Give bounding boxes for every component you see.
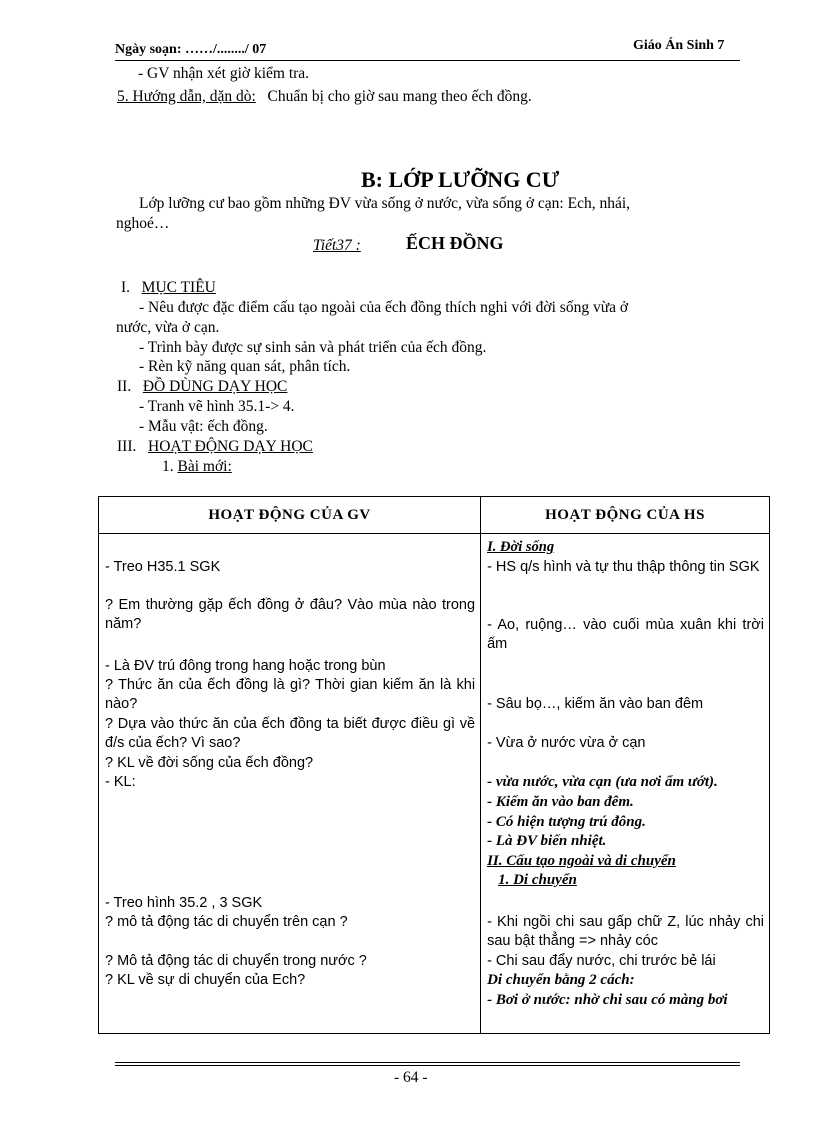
hs-item: - Sâu bọ…, kiếm ăn vào ban đêm bbox=[487, 696, 704, 712]
footer-rule-bottom bbox=[115, 1065, 740, 1066]
part3-title: HOẠT ĐỘNG DẠY HỌC bbox=[148, 438, 313, 455]
intro-line-1: - GV nhận xét giờ kiểm tra. bbox=[138, 65, 310, 82]
gv-item: ? Thức ăn của ếch đồng là gì? Thời gian kiếm ăn là khi nào? bbox=[105, 677, 476, 712]
intro-line-2 bbox=[117, 87, 532, 107]
part2-line-2: - Mẫu vật: ếch đồng. bbox=[139, 418, 268, 435]
section-title: B: LỚP LƯỠNG CƯ bbox=[361, 167, 560, 192]
footer-rule-top bbox=[115, 1062, 740, 1063]
part2-line-1: - Tranh vẽ hình 35.1-> 4. bbox=[139, 398, 295, 415]
gv-item: ? Dựa vào thức ăn của ếch đồng ta biết được điều gì về đ/s của ếch? Vì sao? bbox=[105, 716, 476, 751]
page-number: - 64 - bbox=[394, 1069, 428, 1086]
header-rule bbox=[115, 60, 740, 61]
hs-conclusion: - Kiếm ăn vào ban đêm. bbox=[487, 794, 634, 810]
hs-item: - Vừa ở nước vừa ở cạn bbox=[487, 735, 646, 751]
part2-num: II. bbox=[117, 378, 132, 395]
part1-line-4: - Rèn kỹ năng quan sát, phân tích. bbox=[139, 358, 351, 375]
part3-sub-title: Bài mới: bbox=[177, 458, 232, 475]
table-body-row bbox=[99, 534, 770, 1034]
part1-title: MỤC TIÊU bbox=[141, 279, 216, 296]
intro-guide-label: 5. Hướng dẫn, dặn dò: bbox=[117, 88, 256, 105]
gv-item: - Treo H35.1 SGK bbox=[105, 559, 221, 575]
hs-item: - Chi sau đẩy nước, chi trước bẻ lái bbox=[487, 953, 716, 969]
hs-section-heading: II. Cấu tạo ngoài và di chuyển bbox=[487, 853, 676, 869]
hs-cell bbox=[481, 534, 770, 1034]
hs-section-heading: I. Đời sống bbox=[487, 539, 555, 555]
hs-conclusion: - Có hiện tượng trú đông. bbox=[487, 814, 646, 830]
part3-sub-num: 1. bbox=[162, 458, 174, 475]
lesson-title: ẾCH ĐỒNG bbox=[406, 233, 504, 253]
section-desc-2: nghoé… bbox=[116, 215, 170, 232]
gv-item: ? mô tả động tác di chuyển trên cạn ? bbox=[105, 914, 348, 930]
hs-item: - Ao, ruộng… vào cuối mùa xuân khi trời ấm bbox=[487, 617, 764, 652]
gv-cell bbox=[99, 534, 481, 1034]
part1-heading bbox=[121, 278, 216, 298]
gv-item: ? KL về sự di chuyển của Ech? bbox=[105, 972, 306, 988]
table-header-row bbox=[99, 497, 770, 534]
part1-line-2: nước, vừa ở cạn. bbox=[116, 319, 220, 336]
hs-item: - HS q/s hình và tự thu thập thông tin SGK bbox=[487, 559, 760, 575]
header-subject: Giáo Án Sinh 7 bbox=[633, 38, 725, 53]
hs-item: - Khi ngồi chi sau gấp chữ Z, lúc nhảy chi sau bật thẳng => nhảy cóc bbox=[487, 914, 764, 949]
col-header-gv: HOẠT ĐỘNG CỦA GV bbox=[99, 497, 481, 534]
hs-conclusion: Di chuyển bằng 2 cách: bbox=[487, 972, 635, 988]
part3-line-1 bbox=[162, 457, 232, 477]
part2-heading bbox=[117, 377, 287, 397]
part3-heading bbox=[117, 437, 313, 457]
hs-conclusion: - Là ĐV biến nhiệt. bbox=[487, 833, 607, 849]
header-date: Ngày soạn: ……/......../ 07 bbox=[115, 42, 267, 57]
gv-item: - Là ĐV trú đông trong hang hoặc trong bùn bbox=[105, 658, 386, 674]
part1-line-1: - Nêu được đặc điểm cấu tạo ngoài của ếch đồng thích nghi với đời sống vừa ở bbox=[139, 299, 629, 316]
gv-item: ? Mô tả động tác di chuyển trong nước ? bbox=[105, 953, 367, 969]
part1-line-3: - Trình bày được sự sinh sản và phát triển của ếch đồng. bbox=[139, 339, 487, 356]
part3-num: III. bbox=[117, 438, 137, 455]
part2-title: ĐỒ DÙNG DẠY HỌC bbox=[142, 378, 288, 395]
gv-item: ? KL về đời sống của ếch đồng? bbox=[105, 755, 314, 771]
gv-item: ? Em thường gặp ếch đồng ở đâu? Vào mùa nào trong năm? bbox=[105, 597, 476, 632]
col-header-hs: HOẠT ĐỘNG CỦA HS bbox=[481, 497, 770, 534]
hs-subsection-heading: 1. Di chuyển bbox=[498, 872, 577, 888]
hs-conclusion: - Bơi ở nước: nhờ chi sau có màng bơi bbox=[487, 992, 728, 1008]
hs-conclusion: - vừa nước, vừa cạn (ưa nơi ẩm ướt). bbox=[487, 774, 718, 790]
intro-guide-text: Chuẩn bị cho giờ sau mang theo ếch đồng. bbox=[267, 88, 532, 105]
lesson-label: Tiết37 : bbox=[313, 237, 361, 254]
gv-item: - Treo hình 35.2 , 3 SGK bbox=[105, 895, 263, 911]
part1-num: I. bbox=[121, 279, 131, 296]
activity-table bbox=[98, 496, 770, 1034]
gv-item: - KL: bbox=[105, 774, 136, 790]
section-desc-1: Lớp lưỡng cư bao gồm những ĐV vừa sống ở nước, vừa sống ở cạn: Ech, nhái, bbox=[139, 195, 631, 212]
